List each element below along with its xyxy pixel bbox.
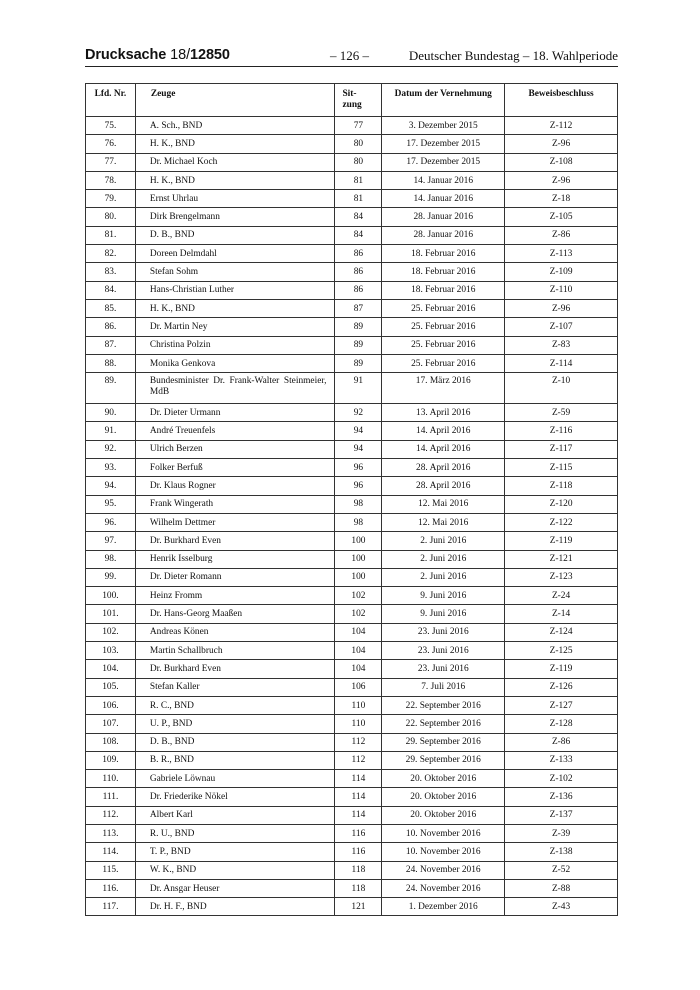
hearing-date: 28. Januar 2016 [382, 208, 505, 226]
hearing-date: 9. Juni 2016 [382, 605, 505, 623]
session-number: 114 [335, 806, 382, 824]
document-number: Drucksache 18/12850 [85, 47, 230, 63]
table-row [86, 281, 618, 299]
session-number: 110 [335, 715, 382, 733]
table-row [86, 715, 618, 733]
witness-name: B. R., BND [135, 751, 335, 769]
session-number: 100 [335, 532, 382, 550]
table-row [86, 117, 618, 135]
evidence-resolution: Z-86 [505, 733, 618, 751]
session-number: 114 [335, 788, 382, 806]
evidence-resolution: Z-136 [505, 788, 618, 806]
hearing-date: 17. Dezember 2015 [382, 153, 505, 171]
hearing-date: 2. Juni 2016 [382, 532, 505, 550]
row-number: 90. [86, 404, 136, 422]
witness-name: A. Sch., BND [135, 117, 335, 135]
session-number: 80 [335, 135, 382, 153]
table-row [86, 642, 618, 660]
table-row [86, 532, 618, 550]
table-row [86, 477, 618, 495]
witness-name: André Treuenfels [135, 422, 335, 440]
evidence-resolution: Z-110 [505, 281, 618, 299]
column-header-datum: Datum der Vernehmung [382, 84, 505, 117]
evidence-resolution: Z-105 [505, 208, 618, 226]
session-number: 94 [335, 422, 382, 440]
witness-name: H. K., BND [135, 171, 335, 189]
table-row [86, 568, 618, 586]
hearing-date: 20. Oktober 2016 [382, 788, 505, 806]
row-number: 86. [86, 318, 136, 336]
row-number: 103. [86, 642, 136, 660]
hearing-date: 7. Juli 2016 [382, 678, 505, 696]
session-number: 77 [335, 117, 382, 135]
witness-name: H. K., BND [135, 135, 335, 153]
evidence-resolution: Z-137 [505, 806, 618, 824]
table-row [86, 660, 618, 678]
witness-name: H. K., BND [135, 299, 335, 317]
row-number: 95. [86, 495, 136, 513]
row-number: 107. [86, 715, 136, 733]
row-number: 91. [86, 422, 136, 440]
row-number: 76. [86, 135, 136, 153]
hearing-date: 29. September 2016 [382, 751, 505, 769]
witness-name: Hans-Christian Luther [135, 281, 335, 299]
row-number: 104. [86, 660, 136, 678]
hearing-date: 20. Oktober 2016 [382, 770, 505, 788]
witness-name: Wilhelm Dettmer [135, 513, 335, 531]
row-number: 82. [86, 245, 136, 263]
session-number: 84 [335, 208, 382, 226]
witness-name: Ernst Uhrlau [135, 190, 335, 208]
witness-name: Doreen Delmdahl [135, 245, 335, 263]
hearing-date: 17. Dezember 2015 [382, 135, 505, 153]
session-number: 100 [335, 550, 382, 568]
column-header-nr: Lfd. Nr. [86, 84, 136, 117]
witness-name: T. P., BND [135, 843, 335, 861]
hearing-date: 14. April 2016 [382, 440, 505, 458]
session-number: 81 [335, 171, 382, 189]
session-number: 89 [335, 336, 382, 354]
row-number: 110. [86, 770, 136, 788]
evidence-resolution: Z-113 [505, 245, 618, 263]
table-row [86, 770, 618, 788]
session-number: 121 [335, 898, 382, 916]
witness-name: Henrik Isselburg [135, 550, 335, 568]
session-number: 98 [335, 495, 382, 513]
session-number: 106 [335, 678, 382, 696]
table-row [86, 696, 618, 714]
evidence-resolution: Z-10 [505, 373, 618, 404]
table-row [86, 440, 618, 458]
hearing-date: 2. Juni 2016 [382, 568, 505, 586]
column-header-beweisbeschluss: Beweisbeschluss [505, 84, 618, 117]
table-row [86, 208, 618, 226]
hearing-date: 14. Januar 2016 [382, 171, 505, 189]
hearing-date: 14. April 2016 [382, 422, 505, 440]
row-number: 80. [86, 208, 136, 226]
evidence-resolution: Z-102 [505, 770, 618, 788]
row-number: 112. [86, 806, 136, 824]
evidence-resolution: Z-83 [505, 336, 618, 354]
row-number: 84. [86, 281, 136, 299]
row-number: 108. [86, 733, 136, 751]
evidence-resolution: Z-125 [505, 642, 618, 660]
row-number: 92. [86, 440, 136, 458]
hearing-date: 28. April 2016 [382, 477, 505, 495]
hearing-date: 22. September 2016 [382, 715, 505, 733]
row-number: 111. [86, 788, 136, 806]
hearing-date: 9. Juni 2016 [382, 587, 505, 605]
table-row [86, 318, 618, 336]
table-row [86, 404, 618, 422]
evidence-resolution: Z-88 [505, 879, 618, 897]
evidence-resolution: Z-138 [505, 843, 618, 861]
hearing-date: 17. März 2016 [382, 373, 505, 404]
evidence-resolution: Z-96 [505, 299, 618, 317]
witness-name: Heinz Fromm [135, 587, 335, 605]
table-row [86, 226, 618, 244]
session-number: 104 [335, 623, 382, 641]
evidence-resolution: Z-126 [505, 678, 618, 696]
hearing-date: 12. Mai 2016 [382, 513, 505, 531]
publisher-label: Deutscher Bundestag – 18. Wahlperiode [408, 48, 618, 63]
witness-name: D. B., BND [135, 226, 335, 244]
row-number: 81. [86, 226, 136, 244]
hearing-date: 28. Januar 2016 [382, 226, 505, 244]
session-number: 116 [335, 843, 382, 861]
row-number: 97. [86, 532, 136, 550]
evidence-resolution: Z-52 [505, 861, 618, 879]
evidence-resolution: Z-122 [505, 513, 618, 531]
witness-name: Christina Polzin [135, 336, 335, 354]
row-number: 83. [86, 263, 136, 281]
session-number: 96 [335, 477, 382, 495]
table-row [86, 824, 618, 842]
session-number: 102 [335, 605, 382, 623]
row-number: 77. [86, 153, 136, 171]
evidence-resolution: Z-121 [505, 550, 618, 568]
evidence-resolution: Z-43 [505, 898, 618, 916]
hearing-date: 25. Februar 2016 [382, 299, 505, 317]
witness-name: Dr. Burkhard Even [135, 532, 335, 550]
evidence-resolution: Z-123 [505, 568, 618, 586]
table-row [86, 190, 618, 208]
table-row [86, 550, 618, 568]
table-row [86, 153, 618, 171]
evidence-resolution: Z-108 [505, 153, 618, 171]
table-row [86, 678, 618, 696]
witness-name: Dr. Burkhard Even [135, 660, 335, 678]
session-number: 118 [335, 879, 382, 897]
table-row [86, 898, 618, 916]
session-number: 110 [335, 696, 382, 714]
table-header-row [86, 84, 618, 117]
evidence-resolution: Z-118 [505, 477, 618, 495]
page-header [85, 44, 618, 67]
evidence-resolution: Z-109 [505, 263, 618, 281]
hearing-date: 29. September 2016 [382, 733, 505, 751]
evidence-resolution: Z-86 [505, 226, 618, 244]
hearing-date: 13. April 2016 [382, 404, 505, 422]
hearing-date: 24. November 2016 [382, 879, 505, 897]
row-number: 115. [86, 861, 136, 879]
hearing-date: 23. Juni 2016 [382, 623, 505, 641]
witness-name: Dr. Klaus Rogner [135, 477, 335, 495]
hearing-date: 10. November 2016 [382, 824, 505, 842]
evidence-resolution: Z-14 [505, 605, 618, 623]
evidence-resolution: Z-39 [505, 824, 618, 842]
hearing-date: 18. Februar 2016 [382, 245, 505, 263]
witness-name: Stefan Kaller [135, 678, 335, 696]
hearing-date: 24. November 2016 [382, 861, 505, 879]
row-number: 117. [86, 898, 136, 916]
table-row [86, 605, 618, 623]
table-body [86, 117, 618, 916]
hearing-date: 3. Dezember 2015 [382, 117, 505, 135]
table-row [86, 373, 618, 404]
hearing-date: 14. Januar 2016 [382, 190, 505, 208]
hearing-date: 25. Februar 2016 [382, 336, 505, 354]
session-number: 102 [335, 587, 382, 605]
evidence-resolution: Z-59 [505, 404, 618, 422]
column-header-zeuge: Zeuge [135, 84, 335, 117]
table-row [86, 751, 618, 769]
row-number: 109. [86, 751, 136, 769]
row-number: 98. [86, 550, 136, 568]
session-number: 91 [335, 373, 382, 404]
table-row [86, 263, 618, 281]
page-number: – 126 – [330, 48, 369, 63]
hearing-date: 22. September 2016 [382, 696, 505, 714]
witness-name: Ulrich Berzen [135, 440, 335, 458]
session-number: 100 [335, 568, 382, 586]
hearing-date: 1. Dezember 2016 [382, 898, 505, 916]
witness-name: Dr. Michael Koch [135, 153, 335, 171]
hearing-date: 18. Februar 2016 [382, 263, 505, 281]
table-row [86, 336, 618, 354]
evidence-resolution: Z-128 [505, 715, 618, 733]
session-number: 86 [335, 281, 382, 299]
witness-name: U. P., BND [135, 715, 335, 733]
evidence-resolution: Z-96 [505, 171, 618, 189]
session-number: 84 [335, 226, 382, 244]
row-number: 94. [86, 477, 136, 495]
row-number: 102. [86, 623, 136, 641]
witness-name: D. B., BND [135, 733, 335, 751]
session-number: 116 [335, 824, 382, 842]
hearing-date: 10. November 2016 [382, 843, 505, 861]
row-number: 93. [86, 459, 136, 477]
session-number: 98 [335, 513, 382, 531]
column-header-sitzung: Sit- zung [335, 84, 382, 117]
evidence-resolution: Z-18 [505, 190, 618, 208]
session-number: 112 [335, 733, 382, 751]
witness-name: Dirk Brengelmann [135, 208, 335, 226]
evidence-resolution: Z-133 [505, 751, 618, 769]
witness-name: Dr. Friederike Nökel [135, 788, 335, 806]
session-number: 112 [335, 751, 382, 769]
row-number: 79. [86, 190, 136, 208]
session-number: 92 [335, 404, 382, 422]
witness-name: Monika Genkova [135, 354, 335, 372]
hearing-date: 23. Juni 2016 [382, 642, 505, 660]
table-row [86, 806, 618, 824]
row-number: 78. [86, 171, 136, 189]
evidence-resolution: Z-115 [505, 459, 618, 477]
evidence-resolution: Z-116 [505, 422, 618, 440]
witness-name: Dr. Ansgar Heuser [135, 879, 335, 897]
session-number: 86 [335, 263, 382, 281]
witness-name: Dr. Dieter Urmann [135, 404, 335, 422]
table-row [86, 623, 618, 641]
row-number: 113. [86, 824, 136, 842]
row-number: 99. [86, 568, 136, 586]
session-number: 104 [335, 642, 382, 660]
row-number: 85. [86, 299, 136, 317]
row-number: 88. [86, 354, 136, 372]
hearing-date: 18. Februar 2016 [382, 281, 505, 299]
table-row [86, 861, 618, 879]
table-row [86, 354, 618, 372]
hearing-date: 20. Oktober 2016 [382, 806, 505, 824]
session-number: 104 [335, 660, 382, 678]
table-row [86, 587, 618, 605]
evidence-resolution: Z-117 [505, 440, 618, 458]
table-row [86, 733, 618, 751]
session-number: 86 [335, 245, 382, 263]
witness-name: R. C., BND [135, 696, 335, 714]
table-row [86, 459, 618, 477]
row-number: 105. [86, 678, 136, 696]
hearing-date: 12. Mai 2016 [382, 495, 505, 513]
session-number: 80 [335, 153, 382, 171]
evidence-resolution: Z-107 [505, 318, 618, 336]
row-number: 106. [86, 696, 136, 714]
row-number: 87. [86, 336, 136, 354]
witness-name: Gabriele Löwnau [135, 770, 335, 788]
witness-name: R. U., BND [135, 824, 335, 842]
session-number: 89 [335, 318, 382, 336]
session-number: 96 [335, 459, 382, 477]
evidence-resolution: Z-127 [505, 696, 618, 714]
table-row [86, 245, 618, 263]
hearing-date: 23. Juni 2016 [382, 660, 505, 678]
table-row [86, 843, 618, 861]
session-number: 81 [335, 190, 382, 208]
row-number: 89. [86, 373, 136, 404]
hearing-date: 25. Februar 2016 [382, 318, 505, 336]
row-number: 101. [86, 605, 136, 623]
witness-name: Bundesminister Dr. Frank-Walter Steinmeier, MdB [135, 373, 335, 404]
evidence-resolution: Z-124 [505, 623, 618, 641]
hearing-date: 28. April 2016 [382, 459, 505, 477]
session-number: 94 [335, 440, 382, 458]
table-row [86, 135, 618, 153]
witness-table [85, 83, 618, 916]
table-row [86, 495, 618, 513]
row-number: 75. [86, 117, 136, 135]
table-row [86, 513, 618, 531]
hearing-date: 25. Februar 2016 [382, 354, 505, 372]
evidence-resolution: Z-119 [505, 660, 618, 678]
witness-name: Folker Berfuß [135, 459, 335, 477]
witness-name: Dr. Dieter Romann [135, 568, 335, 586]
hearing-date: 2. Juni 2016 [382, 550, 505, 568]
session-number: 114 [335, 770, 382, 788]
row-number: 116. [86, 879, 136, 897]
witness-name: W. K., BND [135, 861, 335, 879]
table-row [86, 879, 618, 897]
evidence-resolution: Z-120 [505, 495, 618, 513]
row-number: 114. [86, 843, 136, 861]
witness-name: Martin Schallbruch [135, 642, 335, 660]
session-number: 118 [335, 861, 382, 879]
session-number: 87 [335, 299, 382, 317]
witness-name: Frank Wingerath [135, 495, 335, 513]
evidence-resolution: Z-24 [505, 587, 618, 605]
evidence-resolution: Z-119 [505, 532, 618, 550]
witness-name: Dr. H. F., BND [135, 898, 335, 916]
witness-name: Albert Karl [135, 806, 335, 824]
witness-name: Stefan Sohm [135, 263, 335, 281]
table-row [86, 299, 618, 317]
evidence-resolution: Z-96 [505, 135, 618, 153]
evidence-resolution: Z-112 [505, 117, 618, 135]
table-row [86, 788, 618, 806]
evidence-resolution: Z-114 [505, 354, 618, 372]
row-number: 96. [86, 513, 136, 531]
table-row [86, 171, 618, 189]
row-number: 100. [86, 587, 136, 605]
session-number: 89 [335, 354, 382, 372]
witness-name: Andreas Könen [135, 623, 335, 641]
witness-name: Dr. Hans-Georg Maaßen [135, 605, 335, 623]
witness-name: Dr. Martin Ney [135, 318, 335, 336]
table-row [86, 422, 618, 440]
